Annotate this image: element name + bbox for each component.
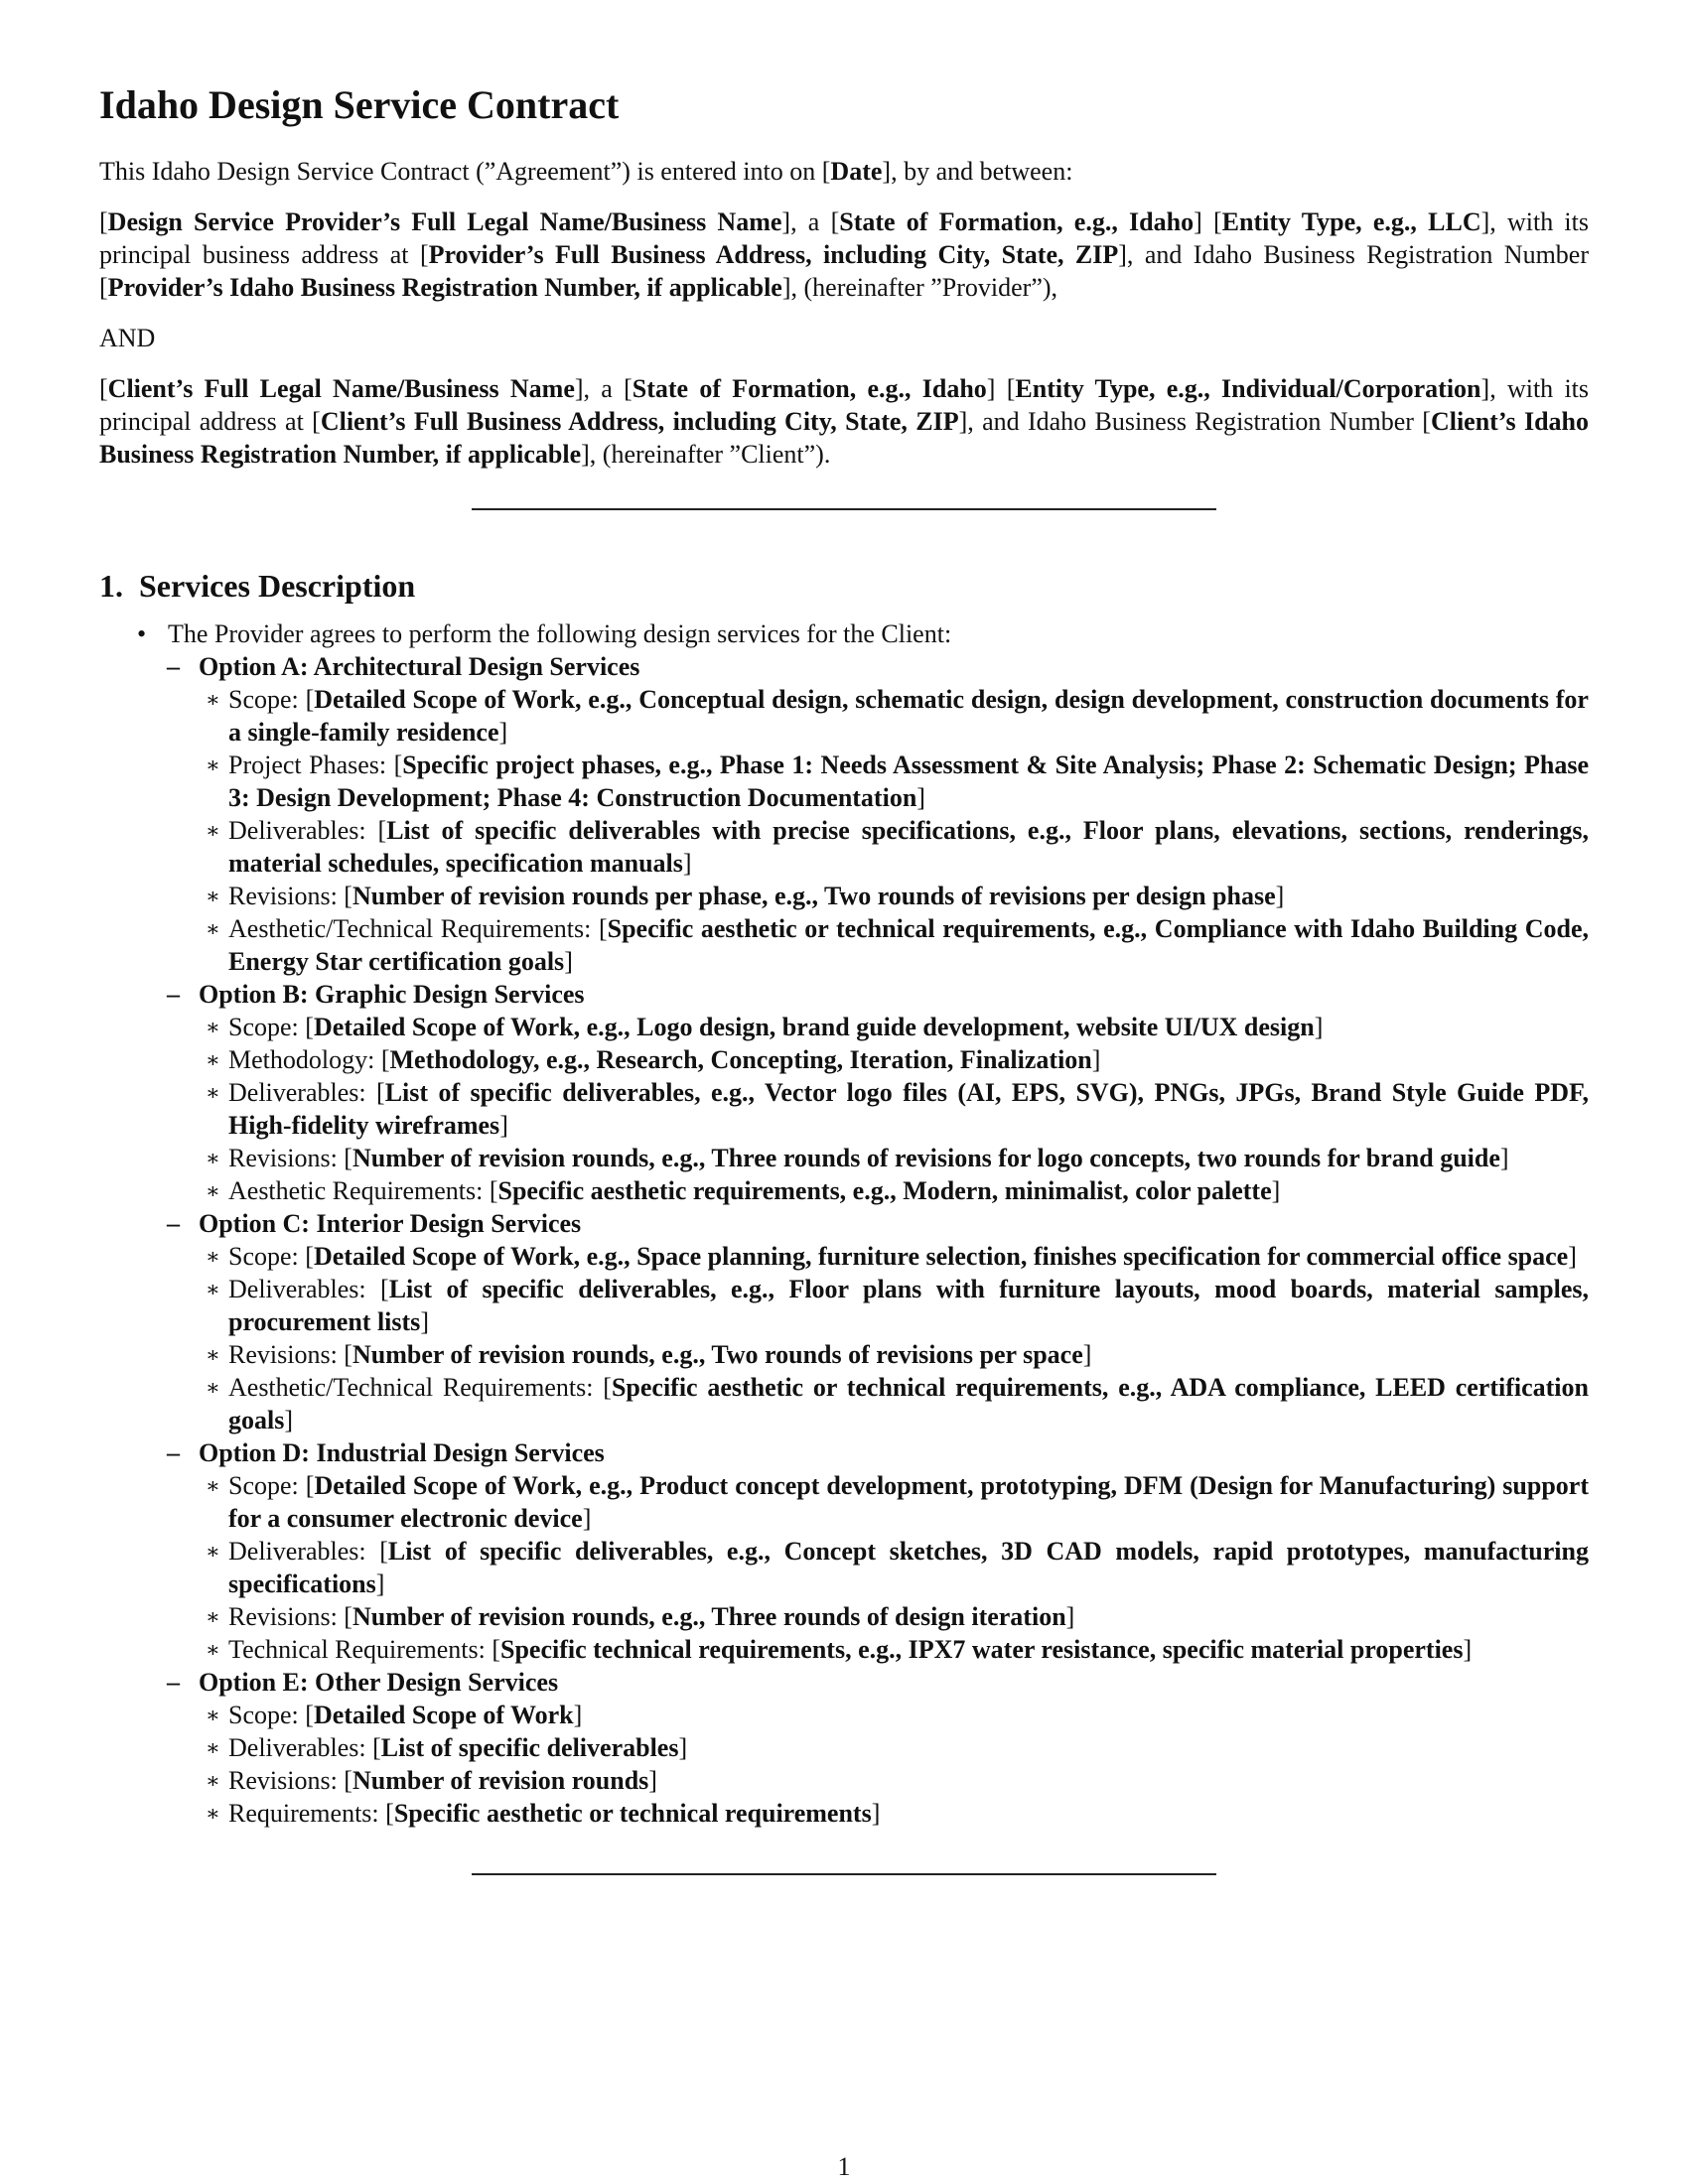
detail-placeholder: Detailed Scope of Work, e.g., Space planning, furniture selection, finishes specification for commercial office space (313, 1242, 1569, 1271)
provider-state-placeholder: State of Formation, e.g., Idaho (839, 207, 1195, 236)
text: ], and Idaho Business Registration Number [ (958, 407, 1431, 436)
option-title: – Option E: Other Design Services (199, 1668, 558, 1697)
option-detail-list (199, 1240, 1589, 1436)
and-separator: AND (99, 324, 156, 352)
horizontal-rule-bottom (472, 1873, 1216, 1875)
detail-label: Scope: (228, 1701, 299, 1729)
date-placeholder: Date (830, 157, 883, 186)
document-title: Idaho Design Service Contract (99, 82, 620, 127)
option-detail-item: ∗ Deliverables: [List of specific deliverables, e.g., Concept sketches, 3D CAD models, rapid prototypes, manufacturing specifications] (177, 1535, 1589, 1600)
detail-placeholder: List of specific deliverables, e.g., Concept sketches, 3D CAD models, rapid prototypes, manufacturing specifications (228, 1537, 1589, 1598)
detail-placeholder: List of specific deliverables (380, 1733, 679, 1762)
detail-placeholder: Number of revision rounds per phase, e.g., Two rounds of revisions per design phase (352, 882, 1276, 910)
option-detail-item: ∗ Aesthetic/Technical Requirements: [Specific aesthetic or technical requirements, e.g., Compliance with Idaho Building Code, Energy Star certification goals] (177, 912, 1589, 978)
detail-placeholder: Detailed Scope of Work, e.g., Product concept development, prototyping, DFM (Design for Manufacturing) support for a consumer electronic device (228, 1471, 1589, 1533)
option-detail-item: ∗ Revisions: [Number of revision rounds, e.g., Two rounds of revisions per space] (177, 1338, 1589, 1371)
detail-label: Scope: (228, 685, 299, 714)
client-state-placeholder: State of Formation, e.g., Idaho (632, 374, 987, 403)
option-title: – Option B: Graphic Design Services (199, 980, 585, 1009)
detail-placeholder: Methodology, e.g., Research, Concepting, Iteration, Finalization (389, 1045, 1092, 1074)
detail-label: Aesthetic Requirements: (228, 1176, 484, 1205)
detail-label: Deliverables: (228, 1733, 366, 1762)
option-item (138, 650, 1589, 978)
text: ] [ (1194, 207, 1222, 236)
detail-label: Methodology: (228, 1045, 375, 1074)
client-paragraph (99, 372, 1589, 471)
detail-placeholder: List of specific deliverables, e.g., Vector logo files (AI, EPS, SVG), PNGs, JPGs, Brand Style Guide PDF, High-fidelity wireframes (228, 1078, 1589, 1140)
option-item (138, 1436, 1589, 1666)
option-detail-item: ∗ Scope: [Detailed Scope of Work, e.g., Logo design, brand guide development, website UI/UX design] (177, 1011, 1589, 1043)
client-name-placeholder: Client’s Full Legal Name/Business Name (107, 374, 575, 403)
detail-placeholder: Detailed Scope of Work, e.g., Logo design, brand guide development, website UI/UX design (313, 1013, 1315, 1041)
detail-placeholder: Specific aesthetic requirements, e.g., Modern, minimalist, color palette (497, 1176, 1272, 1205)
detail-label: Deliverables: (228, 1078, 366, 1107)
option-item (138, 1207, 1589, 1436)
text: ], with its principal business address at [ (99, 207, 1590, 269)
option-detail-item: ∗ Project Phases: [Specific project phases, e.g., Phase 1: Needs Assessment & Site Analysis; Phase 2: Schematic Design; Phase 3: Design Development; Phase 4: Construction Documentation] (177, 749, 1589, 814)
text: [ (99, 374, 108, 403)
options-list (168, 650, 1589, 1830)
detail-label: Revisions: (228, 882, 338, 910)
text: [ (99, 207, 108, 236)
detail-placeholder: List of specific deliverables, e.g., Floor plans with furniture layouts, mood boards, material samples, procurement lists (228, 1275, 1589, 1336)
detail-label: Aesthetic/Technical Requirements: (228, 914, 592, 943)
provider-entity-placeholder: Entity Type, e.g., LLC (1221, 207, 1481, 236)
text: ], (hereinafter ”Provider”), (781, 273, 1058, 302)
option-detail-item: ∗ Scope: [Detailed Scope of Work, e.g., Conceptual design, schematic design, design development, construction documents for a single-family residence] (177, 683, 1589, 749)
text: ], and Idaho Business Registration Number [ (99, 240, 1589, 302)
option-detail-list (199, 1011, 1589, 1207)
text: ], (hereinafter ”Client”). (581, 440, 831, 469)
detail-label: Deliverables: (228, 1275, 366, 1303)
option-title: – Option A: Architectural Design Services (199, 652, 639, 681)
option-item (138, 978, 1589, 1207)
detail-label: Aesthetic/Technical Requirements: (228, 1373, 594, 1402)
option-detail-list (199, 683, 1589, 978)
intro-paragraph (99, 155, 1589, 188)
option-detail-item: ∗ Revisions: [Number of revision rounds, e.g., Three rounds of design iteration] (177, 1600, 1589, 1633)
horizontal-rule (472, 508, 1216, 510)
option-detail-item: ∗ Aesthetic/Technical Requirements: [Specific aesthetic or technical requirements, e.g., ADA compliance, LEED certification goals] (177, 1371, 1589, 1436)
option-detail-item: ∗ Deliverables: [List of specific deliverables, e.g., Floor plans with furniture layouts, mood boards, material samples, procurement lists] (177, 1273, 1589, 1338)
option-detail-item: ∗ Revisions: [Number of revision rounds per phase, e.g., Two rounds of revisions per design phase] (177, 880, 1589, 912)
detail-placeholder: Specific technical requirements, e.g., IPX7 water resistance, specific material properties (499, 1635, 1464, 1664)
option-detail-item: ∗ Revisions: [Number of revision rounds] (177, 1764, 1589, 1797)
text: ] [ (986, 374, 1016, 403)
detail-placeholder: Number of revision rounds, e.g., Three rounds of design iteration (352, 1602, 1066, 1631)
client-entity-placeholder: Entity Type, e.g., Individual/Corporation (1015, 374, 1481, 403)
detail-label: Scope: (228, 1471, 299, 1500)
text: ], with its principal address at [ (99, 374, 1590, 436)
option-detail-list (199, 1469, 1589, 1666)
option-detail-item: ∗ Scope: [Detailed Scope of Work, e.g., Space planning, furniture selection, finishes specification for commercial office space] (177, 1240, 1589, 1273)
detail-label: Revisions: (228, 1766, 338, 1795)
option-detail-item: ∗ Deliverables: [List of specific deliverables with precise specifications, e.g., Floor plans, elevations, sections, renderings, material schedules, specification manuals] (177, 814, 1589, 880)
client-registration-placeholder: Client’s Idaho Business Registration Number, if applicable (99, 407, 1590, 469)
detail-label: Revisions: (228, 1144, 338, 1172)
detail-label: Project Phases: (228, 751, 387, 779)
option-title: – Option C: Interior Design Services (199, 1209, 581, 1238)
detail-placeholder: Number of revision rounds (352, 1766, 649, 1795)
text: ], a [ (574, 374, 633, 403)
detail-label: Technical Requirements: (228, 1635, 486, 1664)
detail-label: Scope: (228, 1242, 299, 1271)
option-detail-item: ∗ Methodology: [Methodology, e.g., Research, Concepting, Iteration, Finalization] (177, 1043, 1589, 1076)
detail-placeholder: Number of revision rounds, e.g., Three rounds of revisions for logo concepts, two rounds for brand guide (352, 1144, 1500, 1172)
page-number: 1 (837, 2152, 851, 2181)
detail-placeholder: Detailed Scope of Work (313, 1701, 574, 1729)
provider-paragraph (99, 205, 1589, 304)
services-lead-item (99, 617, 1589, 1830)
provider-address-placeholder: Provider’s Full Business Address, including City, State, ZIP (428, 240, 1119, 269)
detail-placeholder: Specific aesthetic or technical requirements, e.g., Compliance with Idaho Building Code, Energy Star certification goals (228, 914, 1589, 976)
option-detail-item: ∗ Deliverables: [List of specific deliverables, e.g., Vector logo files (AI, EPS, SVG), PNGs, JPGs, Brand Style Guide PDF, High-fidelity wireframes] (177, 1076, 1589, 1142)
services-lead-text: The Provider agrees to perform the following design services for the Client: (168, 619, 952, 648)
provider-registration-placeholder: Provider’s Idaho Business Registration Number, if applicable (107, 273, 782, 302)
detail-label: Revisions: (228, 1340, 338, 1369)
detail-placeholder: Specific aesthetic or technical requirements (393, 1799, 872, 1828)
option-detail-item: ∗ Scope: [Detailed Scope of Work, e.g., Product concept development, prototyping, DFM (Design for Manufacturing) support for a consumer electronic device] (177, 1469, 1589, 1535)
text: ], a [ (781, 207, 840, 236)
section-heading: 1. Services Description (99, 568, 416, 604)
detail-placeholder: List of specific deliverables with precise specifications, e.g., Floor plans, elevations, sections, renderings, material schedules, specification manuals (228, 816, 1589, 878)
detail-placeholder: Specific project phases, e.g., Phase 1: Needs Assessment & Site Analysis; Phase 2: Schematic Design; Phase 3: Design Development; Phase 4: Construction Documentation (228, 751, 1589, 812)
provider-name-placeholder: Design Service Provider’s Full Legal Name/Business Name (107, 207, 782, 236)
detail-label: Deliverables: (228, 816, 366, 845)
option-detail-item: ∗ Deliverables: [List of specific deliverables] (177, 1731, 1589, 1764)
option-detail-item: ∗ Requirements: [Specific aesthetic or technical requirements] (177, 1797, 1589, 1830)
option-detail-list (199, 1699, 1589, 1830)
detail-label: Scope: (228, 1013, 299, 1041)
option-detail-item: ∗ Scope: [Detailed Scope of Work] (177, 1699, 1589, 1731)
detail-placeholder: Specific aesthetic or technical requirements, e.g., ADA compliance, LEED certification goals (228, 1373, 1589, 1434)
option-detail-item: ∗ Aesthetic Requirements: [Specific aesthetic requirements, e.g., Modern, minimalist, color palette] (177, 1174, 1589, 1207)
intro-text: This Idaho Design Service Contract (”Agreement”) is entered into on [ (99, 157, 831, 186)
option-detail-item: ∗ Revisions: [Number of revision rounds, e.g., Three rounds of revisions for logo concepts, two rounds for brand guide] (177, 1142, 1589, 1174)
services-list (99, 617, 1589, 1830)
document-page (99, 81, 1589, 1875)
option-title: – Option D: Industrial Design Services (199, 1438, 605, 1467)
detail-label: Requirements: (228, 1799, 379, 1828)
intro-text-end: ], by and between: (882, 157, 1073, 186)
option-detail-item: ∗ Technical Requirements: [Specific technical requirements, e.g., IPX7 water resistance, specific material properties] (177, 1633, 1589, 1666)
detail-label: Deliverables: (228, 1537, 366, 1566)
detail-label: Revisions: (228, 1602, 338, 1631)
client-address-placeholder: Client’s Full Business Address, including City, State, ZIP (320, 407, 959, 436)
option-item (138, 1666, 1589, 1830)
detail-placeholder: Number of revision rounds, e.g., Two rounds of revisions per space (352, 1340, 1083, 1369)
detail-placeholder: Detailed Scope of Work, e.g., Conceptual design, schematic design, design development, construction documents for a single-family residence (228, 685, 1589, 747)
